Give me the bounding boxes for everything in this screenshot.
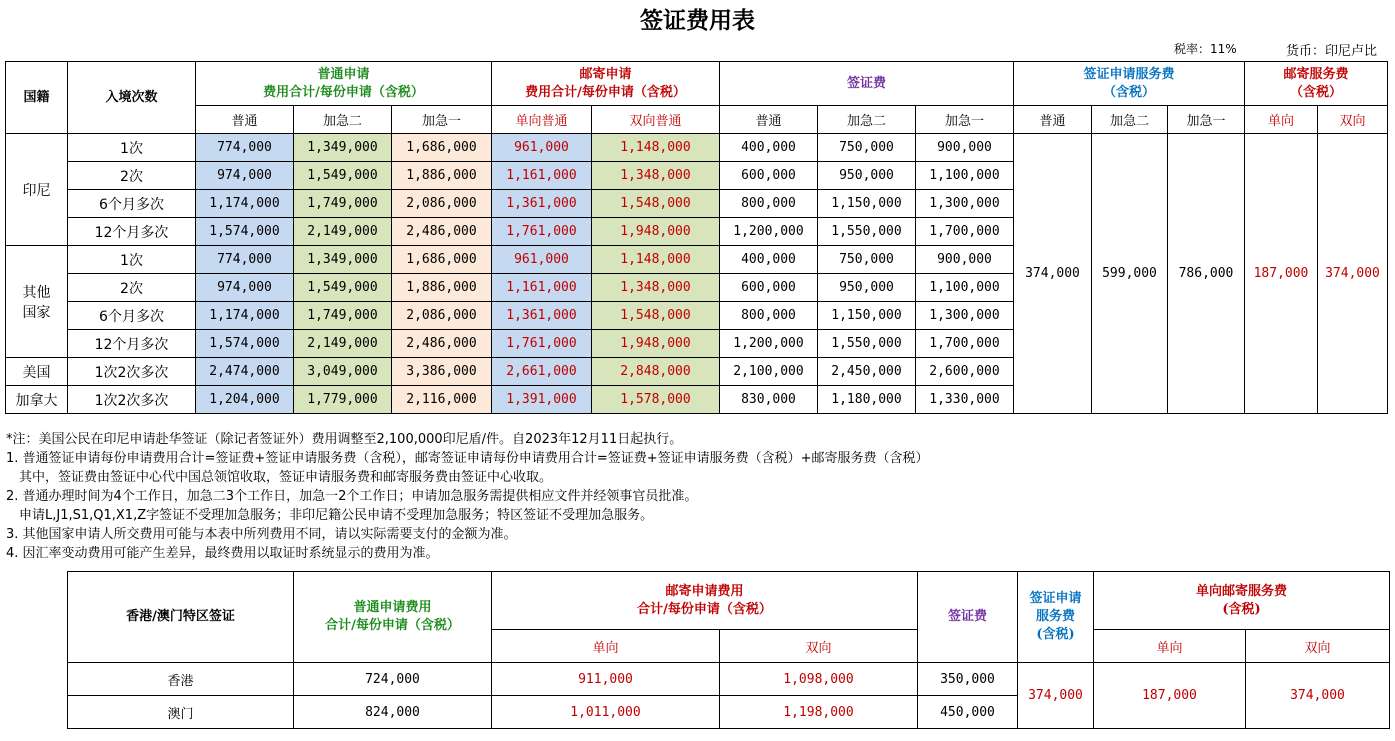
hk-subheader: 单向 [1094, 630, 1246, 663]
note-line: 1. 普通签证申请每份申请费用合计=签证费+签证申请服务费（含税），邮寄签证申请每份申请费用合计=签证费+签证申请服务费（含税）+邮寄服务费（含税） [6, 451, 929, 466]
fee-cell: 1,174,000 [196, 190, 294, 218]
entry-cell: 1次 [68, 134, 196, 162]
page-title: 签证费用表 [640, 7, 755, 34]
fee-cell: 600,000 [720, 274, 818, 302]
hk-row-name: 香港 [68, 663, 294, 696]
currency-label: 货币：印尼卢比 [1286, 44, 1378, 59]
fee-cell: 774,000 [196, 246, 294, 274]
hk-header-mail-service: 单向邮寄服务费 (含税) [1094, 572, 1390, 630]
fee-cell: 1,100,000 [916, 162, 1014, 190]
fee-cell: 1,150,000 [818, 190, 916, 218]
fee-cell: 961,000 [492, 134, 592, 162]
subheader: 普通 [196, 106, 294, 134]
subheader: 加急二 [818, 106, 916, 134]
header-normal-group: 普通申请 费用合计/每份申请（含税） [196, 62, 492, 106]
fee-cell: 1,348,000 [592, 274, 720, 302]
fee-cell: 1,749,000 [294, 190, 392, 218]
fee-cell: 1,161,000 [492, 162, 592, 190]
fee-cell: 1,349,000 [294, 134, 392, 162]
fee-cell: 2,661,000 [492, 358, 592, 386]
fee-cell: 1,349,000 [294, 246, 392, 274]
fee-cell: 2,848,000 [592, 358, 720, 386]
hk-row-name: 澳门 [68, 696, 294, 729]
note-line: 申请L,J1,S1,Q1,X1,Z字签证不受理加急服务；非印尼籍公民申请不受理加急服务；特区签证不受理加急服务。 [6, 508, 654, 523]
subheader: 单向 [1245, 106, 1318, 134]
subheader: 双向 [1318, 106, 1388, 134]
fee-cell: 1,779,000 [294, 386, 392, 414]
hk-cell: 350,000 [918, 663, 1018, 696]
entry-cell: 6个月多次 [68, 190, 196, 218]
entry-cell: 2次 [68, 274, 196, 302]
fee-cell: 1,200,000 [720, 330, 818, 358]
fee-cell: 1,574,000 [196, 218, 294, 246]
nationality-cell: 美国 [6, 358, 68, 386]
fee-cell: 1,886,000 [392, 162, 492, 190]
fee-cell: 1,361,000 [492, 190, 592, 218]
fee-cell: 1,948,000 [592, 330, 720, 358]
fee-cell: 800,000 [720, 190, 818, 218]
fee-cell: 1,348,000 [592, 162, 720, 190]
hk-header-service: 签证申请 服务费 (含税) [1018, 572, 1094, 663]
fee-cell: 2,086,000 [392, 302, 492, 330]
hk-cell: 1,198,000 [720, 696, 918, 729]
fee-cell: 2,486,000 [392, 218, 492, 246]
fee-cell: 1,574,000 [196, 330, 294, 358]
notes [6, 430, 929, 563]
fee-cell: 400,000 [720, 134, 818, 162]
nationality-cell: 其他 国家 [6, 246, 68, 358]
hk-header-label: 香港/澳门特区签证 [68, 572, 294, 663]
fee-cell: 1,300,000 [916, 190, 1014, 218]
nationality-cell: 加拿大 [6, 386, 68, 414]
fee-cell: 830,000 [720, 386, 818, 414]
fee-cell: 1,700,000 [916, 218, 1014, 246]
fee-cell: 800,000 [720, 302, 818, 330]
hk-macao-table [67, 571, 1390, 729]
fee-cell: 1,148,000 [592, 134, 720, 162]
fee-cell: 1,550,000 [818, 330, 916, 358]
nationality-cell: 印尼 [6, 134, 68, 246]
hk-cell: 911,000 [492, 663, 720, 696]
hk-cell: 824,000 [294, 696, 492, 729]
fee-cell: 950,000 [818, 162, 916, 190]
fee-cell: 3,386,000 [392, 358, 492, 386]
visa-fee-table [5, 61, 1388, 414]
shared-fee-mail-two-way: 374,000 [1318, 134, 1388, 414]
fee-cell: 950,000 [818, 274, 916, 302]
fee-cell: 1,161,000 [492, 274, 592, 302]
fee-cell: 1,578,000 [592, 386, 720, 414]
hk-cell: 1,011,000 [492, 696, 720, 729]
fee-cell: 2,116,000 [392, 386, 492, 414]
header-service-fee: 签证申请服务费 （含税） [1014, 62, 1245, 106]
fee-cell: 961,000 [492, 246, 592, 274]
fee-cell: 974,000 [196, 162, 294, 190]
fee-cell: 750,000 [818, 134, 916, 162]
hk-cell: 450,000 [918, 696, 1018, 729]
subheader: 加急一 [916, 106, 1014, 134]
shared-fee-service-urgent1: 786,000 [1168, 134, 1245, 414]
hk-header-normal: 普通申请费用 合计/每份申请（含税） [294, 572, 492, 663]
fee-cell: 1,100,000 [916, 274, 1014, 302]
fee-cell: 1,948,000 [592, 218, 720, 246]
fee-cell: 1,174,000 [196, 302, 294, 330]
hk-shared-ms-two: 374,000 [1246, 663, 1390, 729]
fee-cell: 1,686,000 [392, 246, 492, 274]
fee-cell: 600,000 [720, 162, 818, 190]
fee-cell: 1,886,000 [392, 274, 492, 302]
fee-cell: 1,761,000 [492, 218, 592, 246]
fee-cell: 3,049,000 [294, 358, 392, 386]
fee-cell: 1,549,000 [294, 162, 392, 190]
entry-cell: 1次 [68, 246, 196, 274]
note-line: 3. 其他国家申请人所交费用可能与本表中所列费用不同，请以实际需要支付的金额为准。 [6, 527, 517, 542]
fee-cell: 900,000 [916, 134, 1014, 162]
tax-rate: 税率：11% [1174, 42, 1237, 56]
fee-cell: 2,100,000 [720, 358, 818, 386]
shared-fee-service-normal: 374,000 [1014, 134, 1092, 414]
fee-cell: 1,204,000 [196, 386, 294, 414]
subheader: 普通 [1014, 106, 1092, 134]
hk-header-mail: 邮寄申请费用 合计/每份申请（含税） [492, 572, 918, 630]
note-line: 4. 因汇率变动费用可能产生差异，最终费用以取证时系统显示的费用为准。 [6, 546, 439, 561]
fee-cell: 1,180,000 [818, 386, 916, 414]
fee-cell: 2,086,000 [392, 190, 492, 218]
shared-fee-mail-one-way: 187,000 [1245, 134, 1318, 414]
shared-fee-service-urgent2: 599,000 [1092, 134, 1168, 414]
fee-cell: 1,548,000 [592, 302, 720, 330]
note-line: 2. 普通办理时间为4个工作日，加急二3个工作日，加急一2个工作日；申请加急服务需提供相应文件并经领事官员批准。 [6, 489, 698, 504]
fee-cell: 1,200,000 [720, 218, 818, 246]
note-line: 其中，签证费由签证中心代中国总领馆收取，签证申请服务费和邮寄服务费由签证中心收取。 [6, 470, 553, 485]
subheader: 加急一 [1168, 106, 1245, 134]
table-row [6, 134, 1388, 162]
fee-cell: 1,700,000 [916, 330, 1014, 358]
entry-cell: 1次2次多次 [68, 386, 196, 414]
entry-cell: 12个月多次 [68, 218, 196, 246]
hk-cell: 1,098,000 [720, 663, 918, 696]
fee-cell: 974,000 [196, 274, 294, 302]
hk-shared-ms-one: 187,000 [1094, 663, 1246, 729]
hk-subheader: 双向 [1246, 630, 1390, 663]
fee-cell: 1,686,000 [392, 134, 492, 162]
subheader: 加急二 [294, 106, 392, 134]
fee-cell: 1,761,000 [492, 330, 592, 358]
header-mail-service: 邮寄服务费 （含税） [1245, 62, 1388, 106]
entry-cell: 12个月多次 [68, 330, 196, 358]
hk-header-visa-fee: 签证费 [918, 572, 1018, 663]
fee-cell: 900,000 [916, 246, 1014, 274]
fee-cell: 1,330,000 [916, 386, 1014, 414]
fee-cell: 2,149,000 [294, 330, 392, 358]
subheader: 单向普通 [492, 106, 592, 134]
fee-cell: 2,474,000 [196, 358, 294, 386]
entry-cell: 2次 [68, 162, 196, 190]
entry-cell: 6个月多次 [68, 302, 196, 330]
fee-cell: 1,300,000 [916, 302, 1014, 330]
fee-cell: 1,148,000 [592, 246, 720, 274]
hk-cell: 724,000 [294, 663, 492, 696]
fee-cell: 750,000 [818, 246, 916, 274]
subheader: 双向普通 [592, 106, 720, 134]
fee-cell: 2,450,000 [818, 358, 916, 386]
hk-subheader: 双向 [720, 630, 918, 663]
fee-cell: 774,000 [196, 134, 294, 162]
header-entries: 入境次数 [68, 62, 196, 134]
fee-cell: 2,486,000 [392, 330, 492, 358]
fee-cell: 1,549,000 [294, 274, 392, 302]
fee-cell: 1,391,000 [492, 386, 592, 414]
note-line: *注：美国公民在印尼申请赴华签证（除记者签证外）费用调整至2,100,000印尼盾/件。自2023年12月11日起执行。 [6, 432, 683, 447]
entry-cell: 1次2次多次 [68, 358, 196, 386]
header-nationality: 国籍 [6, 62, 68, 134]
header-visa-fee: 签证费 [720, 62, 1014, 106]
fee-cell: 1,550,000 [818, 218, 916, 246]
fee-cell: 400,000 [720, 246, 818, 274]
subheader: 加急一 [392, 106, 492, 134]
fee-cell: 2,149,000 [294, 218, 392, 246]
fee-cell: 1,548,000 [592, 190, 720, 218]
fee-cell: 1,749,000 [294, 302, 392, 330]
header-mail-group: 邮寄申请 费用合计/每份申请（含税） [492, 62, 720, 106]
fee-cell: 1,150,000 [818, 302, 916, 330]
subheader: 普通 [720, 106, 818, 134]
fee-cell: 1,361,000 [492, 302, 592, 330]
hk-subheader: 单向 [492, 630, 720, 663]
subheader: 加急二 [1092, 106, 1168, 134]
hk-shared-service: 374,000 [1018, 663, 1094, 729]
fee-cell: 2,600,000 [916, 358, 1014, 386]
